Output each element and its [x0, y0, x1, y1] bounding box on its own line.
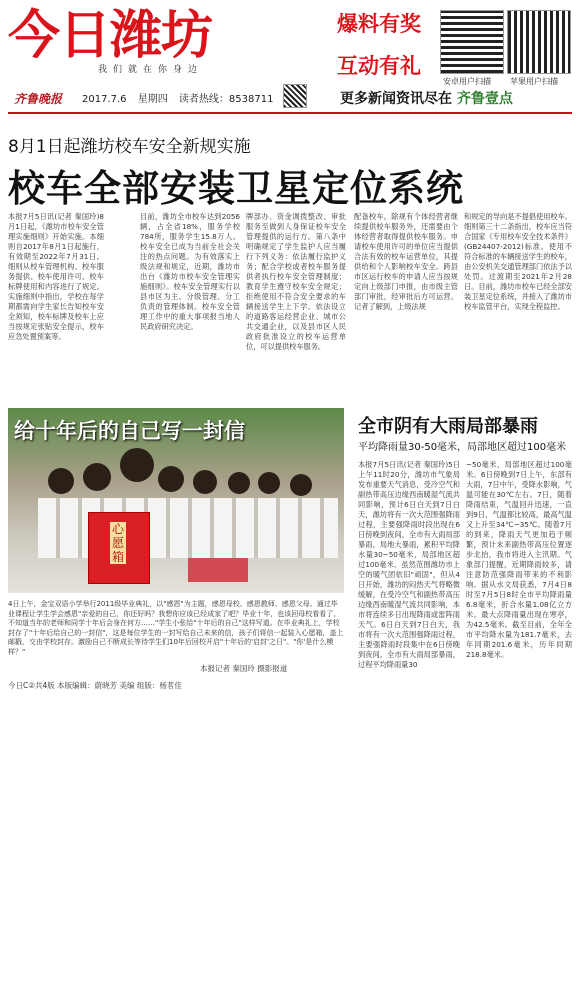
masthead-divider: [8, 112, 572, 114]
lead-column-4: 配备校车。除规有个体经营者继续提供校车服务外，还需要由个体经营者取得提供校车服务。申请校车使用许可的单位应当提供合法有效的校车运营单位，其提供给和个人影响校车安全。跨县市区运行校车的申请人应当按规定向上级部门申报，由市级主管部门审批，经审批后方可运营。记者了解到，上级法规: [354, 212, 458, 311]
issue-date: 2017.7.6: [82, 94, 127, 105]
ios-qr-label: 苹果用户扫描: [510, 77, 558, 86]
android-qr-label: 安卓用户扫描: [443, 77, 491, 86]
issue-weekday: 星期四: [137, 94, 168, 105]
photo-credit: 本报记者 秦国玲 摄影报道: [200, 664, 288, 673]
ios-qr-code-icon: [507, 10, 571, 74]
rain-subhead: 平均降雨量30-50毫米，局部地区超过100毫米: [358, 442, 567, 453]
android-qr-code-icon: [440, 10, 504, 74]
qr-code-icon: [283, 84, 307, 108]
brand-slogan: 我们就在你身边: [98, 65, 204, 75]
promo-line-2: 互动有礼: [337, 54, 421, 78]
reader-hotline: 读者热线：8538711: [178, 94, 274, 105]
lead-headline: 校车全部安装卫星定位系统: [8, 167, 464, 210]
promo-banner: [340, 88, 513, 108]
page-credits: 今日C②共4版 本版编辑：蔚晓芳 美编 组版：杨茗佳: [8, 681, 182, 690]
dateline: [82, 90, 281, 105]
promo-line-1: 爆料有奖: [337, 12, 421, 36]
paper-name: 齐鲁晚报: [14, 92, 63, 106]
promo-banner-brand: 齐鲁壹点: [456, 91, 513, 107]
photo-story-title: 给十年后的自己写一封信: [14, 419, 245, 443]
lead-column-2: 目前，潍坊全市校车达到2056辆，占全省18%，服务学校784所，服务学生15.8万人。校车安全已成为当前全社会关注的热点问题。为有效落实上级法规和规定，近期，潍坊市出台《潍坊市校车安全管理实施细则》。校车安全管理实行以县市区为主、分级管理、分工负责的管理体制。校车安全管理工作中的重大事项报当地人民政府研究决定。: [140, 212, 240, 331]
photo-caption: 4日上午，金宝双语小学举行2011级毕业典礼，以"感恩"为主题，感恩母校、感恩教师、感恩父母。通过毕业课程让学生学会感恩"亲爱的自己，你还好吗？我想你应该已经成家了吧？毕业十年，也该回母校看看了，不知道当年的老师和同学十年后会身在何方……"学生小张给"十年后的自己"这样写道。在毕业典礼上，学校封存了"十年后给自己的一封信"，这是每位学生的一封写给自己未来的信，孩子们将信一起装入心愿箱，盖上邮戳，交由学校封存。激励自己不断成长等待学生们10年后回校开启"十年后的'启封'之日"。"你'是什么模样？": [8, 600, 344, 656]
lead-column-5: 和规定的导向是不提倡使用校车。细则第三十二条指出，校车应当符合国家《专用校车安全技术条件》(GB24407-2012)标准。使用不符合标准的车辆接送学生的校车，由公安机关交通管理部门依法予以处罚。过渡期至2021年2月28日。目前，潍坊市校车已经全部安装卫星定位系统，并接入了潍坊市校车监管平台，实现全程监控。: [464, 212, 572, 311]
rain-headline: 全市阴有大雨局部暴雨: [358, 416, 538, 437]
lead-kicker: 8月1日起潍坊校车安全新规实施: [8, 137, 251, 157]
rain-column-1: 本报7月5日讯(记者 秦国玲)5日上午11时20分，潍坊市气象局发布重要天气消息，受冷空气和副热带高压边缘西南暖湿气流共同影响，预计6日白天到7日白天，潍坊将有一次大范围强降雨过程，主要强降雨时段出现在6日傍晚到夜间，全市有大雨局部暴雨，局地大暴雨，累积平均降水量30~50毫米，局部地区超过100毫米。虽然范围潍坊市上空的暖气团依旧"顽固"，但从4日开始，潍坊的闷热天气将略微缓解，在受冷空气和副热带高压边缘西南暖湿气流共同影响，本市将连续多日出现降雨或雷阵雨天气。6日白天到7日白天，我市将有一次大范围强降雨过程，主要强降雨时段集中在6日傍晚到夜间，全市有大雨局部暴雨，过程平均降雨量30: [358, 460, 460, 669]
newspaper-brand: 今日潍坊: [8, 6, 213, 66]
blank-area: [0, 700, 580, 995]
masthead: [0, 0, 580, 112]
lead-column-3: 牌部办、资金调拨整改、审批服务至做到人身保证校车安全管理提供的运行方。第八条中明确规定了学生监护人应当履行下列义务：依法履行监护义务；配合学校或者校车服务提供者执行校车安全管理制度；教育学生遵守校车安全规定；拒绝使用不符合安全要求的车辆接送学生上下学。依法设立的道路客运经营企业、城市公共交通企业，以及县市区人民政府批准设立的校车运营单位，可以提供校车服务。: [246, 212, 346, 351]
rain-column-2: ~50毫米，局部地区超过100毫米。6日傍晚到7日上午，东部有大雨，7日中午，受降水影响，气温可能在30℃左右。7日，随着降雨结束，气温回升迅速，一直到9日，气温都比较高，最高气温又上升至34℃~35℃。随着7月的到来，降雨天气更加趋于频繁，预计未来副热带高压位置逐步北抬，我市将进入主汛期。气象部门提醒，近期降雨较多，请注意防范强降雨带来的不利影响。据从水文局获悉，7月4日8时至7月5日8时全市平均降雨量6.8毫米，折合水量1.08亿立方米。最大点降雨量出现在寒亭，为42.5毫米。截至目前，全年全市平均降水量为181.7毫米，去年同期201.6毫米，历年同期218.8毫米。: [466, 460, 572, 659]
wish-box-label: 心愿箱: [111, 522, 124, 564]
promo-banner-text: 更多新闻资讯尽在: [340, 91, 452, 107]
lead-column-1: 本报7月5日讯(记者 秦国玲)8月1日起，《潍坊市校车安全管理实施细则》开始实施。本细则自2017年8月1日起施行，有效期至2022年7月31日。细则从校车管理机构、校车服务提供、校车使用许可、校车标牌使用和内容进行了规定。实施细则中指出，学校在每学期都需向学生家长告知校车安全须知，校车标牌及校车上应当按规定张贴安全提示，校车应急处置预案等。: [8, 212, 104, 341]
